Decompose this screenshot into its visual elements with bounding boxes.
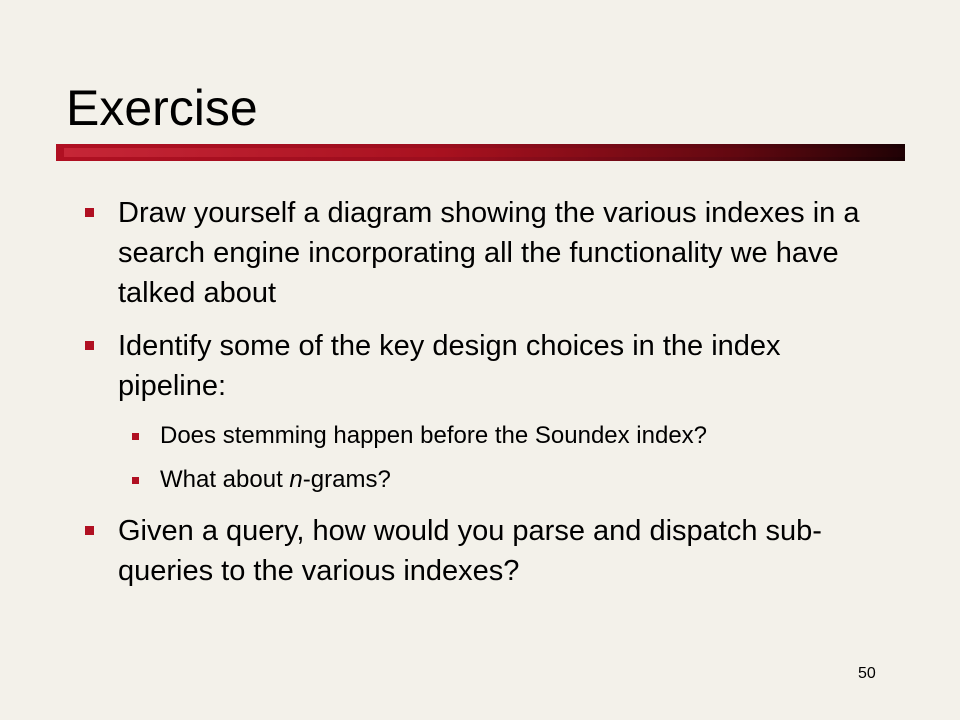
bullet-item-1: Draw yourself a diagram showing the various indexes in a search engine incorporating all the functionality we have talked about [118, 197, 860, 309]
sub-bullet-item-2 [160, 464, 900, 496]
title-underline-highlight [64, 148, 905, 157]
page-number: 50 [858, 665, 876, 682]
sub-bullet-item-1: Does stemming happen before the Soundex index? [160, 422, 708, 449]
bullet-square-icon [85, 341, 94, 350]
sub-bullet-square-icon [132, 477, 139, 484]
sub-bullet-square-icon [132, 433, 139, 440]
title-underline-bar [56, 144, 905, 161]
sub-bullet-text-post: -grams? [302, 466, 391, 493]
slide-title: Exercise [66, 80, 258, 136]
sub-bullet-text-pre: What about [160, 466, 290, 493]
bullet-item-3: Given a query, how would you parse and dispatch sub-queries to the various indexes? [118, 515, 822, 587]
bullet-item-2: Identify some of the key design choices in the index pipeline: [118, 330, 781, 402]
bullet-square-icon [85, 208, 94, 217]
sub-bullet-text-italic: n [289, 466, 303, 493]
bullet-square-icon [85, 526, 94, 535]
